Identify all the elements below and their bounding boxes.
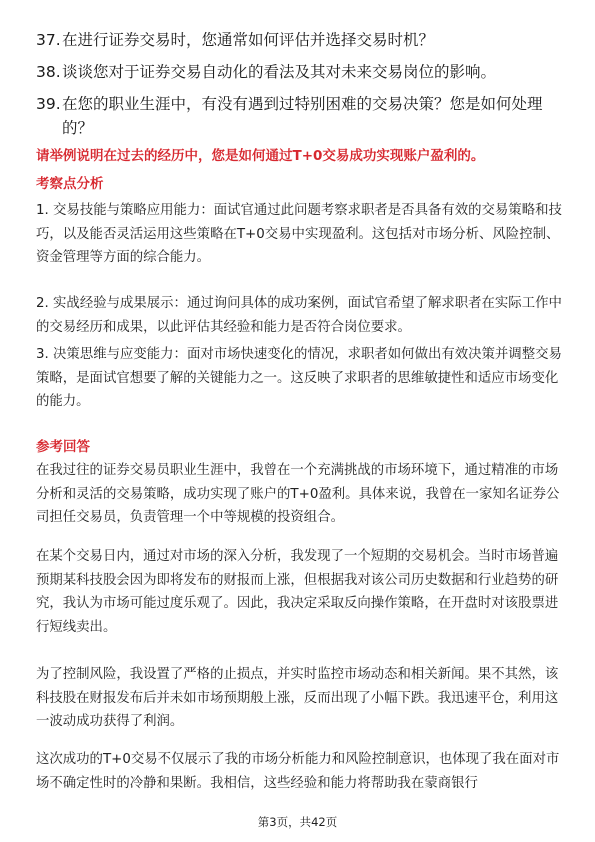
answer-paragraph: 这次成功的T+0交易不仅展示了我的市场分析能力和风险控制意识，也体现了我在面对市场不确定性时的冷静和果断。我相信，这些经验和能力将帮助我在蒙商银行: [36, 752, 560, 791]
answer-title: 参考回答: [36, 439, 90, 455]
question-text: 谈谈您对于证券交易自动化的看法及其对未来交易岗位的影响。: [62, 63, 497, 81]
question-list: [36, 28, 564, 148]
question-item: [36, 28, 564, 52]
answer-paragraph: 在我过往的证券交易员职业生涯中，我曾在一个充满挑战的市场环境下，通过精准的市场分析和灵活的交易策略，成功实现了账户的T+0盈利。具体来说，我曾在一家知名证券公司担任交易员，负责管理一个中等规模的投资组合。: [36, 463, 560, 525]
analysis-point: 2. 实战经验与成果展示：通过询问具体的成功案例，面试官希望了解求职者在实际工作中的交易经历和成果，以此评估其经验和能力是否符合岗位要求。: [36, 296, 562, 335]
question-number: 38.: [36, 63, 61, 81]
answer-paragraph: 为了控制风险，我设置了严格的止损点，并实时监控市场动态和相关新闻。果不其然，该科技股在财报发布后并未如市场预期般上涨，反而出现了小幅下跌。我迅速平仓，利用这一波动成功获得了利润。: [36, 667, 559, 729]
question-text: 在进行证券交易时，您通常如何评估并选择交易时机？: [62, 31, 435, 49]
page-footer: 第3页，共42页: [257, 815, 338, 829]
analysis-title: 考察点分析: [36, 176, 104, 192]
analysis-point: 1. 交易技能与策略应用能力：面试官通过此问题考察求职者是否具备有效的交易策略和技巧，以及能否灵活运用这些策略在T+0交易中实现盈利。这包括对市场分析、风险控制、资金管理等方面的综合能力。: [36, 203, 562, 265]
analysis-point: 3. 决策思维与应变能力：面对市场快速变化的情况，求职者如何做出有效决策并调整交易策略，是面试官想要了解的关键能力之一。这反映了求职者的思维敏捷性和适应市场变化的能力。: [36, 347, 562, 409]
highlight-question: 请举例说明在过去的经历中，您是如何通过T+0交易成功实现账户盈利的。: [36, 148, 485, 164]
question-number: 39.: [36, 95, 61, 113]
answer-paragraph: 在某个交易日内，通过对市场的深入分析，我发现了一个短期的交易机会。当时市场普遍预期某科技股会因为即将发布的财报而上涨，但根据我对该公司历史数据和行业趋势的研究，我认为市场可能过度乐观了。因此，我决定采取反向操作策略，在开盘时对该股票进行短线卖出。: [36, 549, 559, 635]
question-number: 37.: [36, 31, 61, 49]
question-item: [36, 60, 564, 84]
question-item: [36, 92, 564, 140]
question-text: 在您的职业生涯中，有没有遇到过特别困难的交易决策？您是如何处理的？: [62, 95, 543, 137]
